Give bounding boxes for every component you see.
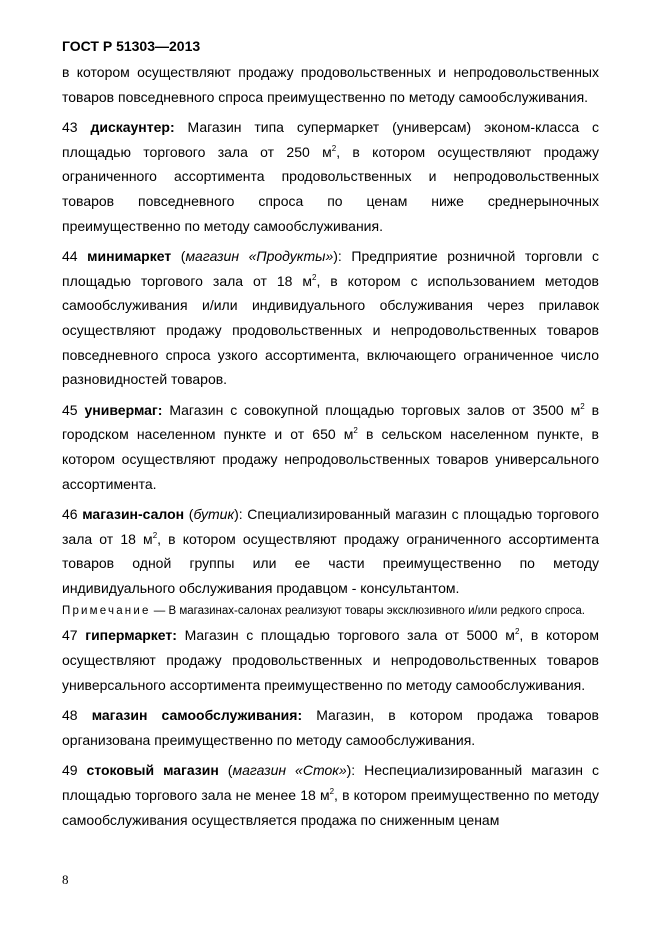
note bbox=[62, 602, 599, 621]
term-entry-48: 48 магазин самообслуживания: Магазин, в котором продажа товаров организована преимущественно по методу самообслуживания. bbox=[62, 707, 599, 748]
term-entry-46: 46 магазин-салон (бутик): Специализированный магазин с площадью торгового зала от 18 $м^2$, в котором осуществляют продажу ограниченного ассортимента товаров одной группы или ее части преимущественно по методу индивидуального обслуживания продавцом - консультантом. bbox=[62, 506, 600, 596]
term-entry-43: 43 дискаунтер: Магазин типа супермаркет (универсам) эконом-класса с площадью торгового зала от 250 $м^2$, в котором осуществляют продажу ограниченного ассортимента продовольственных и непродовольственных товаров повседневного спроса по ценам ниже среднерыночных преимущественно по методу самообслуживания. bbox=[62, 119, 599, 234]
term: дискаунтер: bbox=[90, 119, 175, 136]
entry-number: 44 bbox=[62, 248, 78, 265]
note-label: Примечание bbox=[62, 605, 151, 618]
term-entry-47: 47 гипермаркет: Магазин с площадью торгового зала от 5000 $м^2$, в котором осуществляют продажу продовольственных и непродовольственных товаров универсального ассортимента преимущественно по методу самообслуживания. bbox=[62, 627, 600, 693]
entry-number: 48 bbox=[62, 707, 78, 724]
alt-term: магазин «Сток» bbox=[232, 762, 347, 779]
term-entry-45: 45 универмаг: Магазин с совокупной площадью торговых залов от 3500 $м^2$ в городском населенном пункте и от 650 $м^2$ в сельском населенном пункте, в котором осуществляют продажу непродовольственных товаров универсального ассортимента. bbox=[62, 401, 600, 492]
term: магазин-салон bbox=[82, 506, 185, 523]
alt-term: магазин «Продукты» bbox=[185, 248, 334, 265]
entry-number: 49 bbox=[62, 762, 78, 779]
entry-number: 45 bbox=[62, 401, 78, 418]
entry-number: 47 bbox=[62, 627, 78, 644]
term: универмаг: bbox=[84, 401, 163, 418]
term-entry-44: 44 минимаркет (магазин «Продукты»): Предприятие розничной торговли с площадью торгового зала от 18 $м^2$, в котором с использованием методов самообслуживания и/или индивидуального обслуживания через прилавок осуществляют продажу продовольственных и непродовольственных товаров повседневного спроса узкого ассортимента, включающего ограниченное число разновидностей товаров. bbox=[62, 248, 599, 388]
page-number: 8 bbox=[62, 872, 69, 887]
term: гипермаркет: bbox=[85, 627, 177, 644]
entry-number: 43 bbox=[62, 119, 78, 136]
note-text: — В магазинах-салонах реализуют товары эксклюзивного и/или редкого спроса. bbox=[150, 605, 585, 618]
entry-number: 46 bbox=[62, 506, 78, 523]
document-header: ГОСТ Р 51303—2013 bbox=[62, 38, 201, 54]
document-body bbox=[62, 60, 599, 838]
alt-term: бутик bbox=[193, 506, 235, 523]
term: магазин самообслуживания: bbox=[91, 707, 303, 724]
term-entry-49: 49 стоковый магазин (магазин «Сток»): Неспециализированный магазин с площадью торгового зала не менее 18 $м^2$, в котором преимущественно по методу самообслуживания осуществляется продажа по сниженным ценам bbox=[62, 762, 600, 828]
term: минимаркет bbox=[87, 248, 172, 265]
paragraph-continuation: в котором осуществляют продажу продовольственных и непродовольственных товаров повседневного спроса преимущественно по методу самообслуживания. bbox=[62, 64, 599, 105]
term: стоковый магазин bbox=[86, 762, 219, 779]
